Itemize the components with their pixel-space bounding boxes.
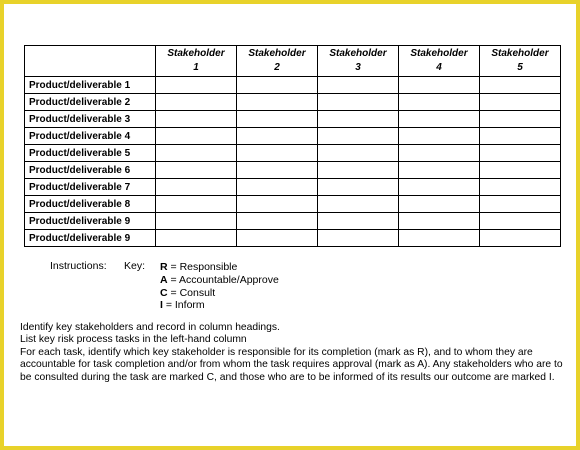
- matrix-cell: [480, 196, 561, 213]
- row-label: Product/deliverable 9: [25, 230, 156, 247]
- table-row: [25, 213, 561, 230]
- matrix-cell: [480, 179, 561, 196]
- row-label: Product/deliverable 5: [25, 145, 156, 162]
- table-row: [25, 111, 561, 128]
- matrix-cell: [318, 213, 399, 230]
- key-item: R = Responsible: [160, 261, 238, 273]
- instruction-line: For each task, identify which key stakeholder is responsible for its completion (mark as R), and to whom they are accountable for task completion and/or from whom the task requires approval (mark as A). Any stakeholders who are to be consulted during the task are marked C, and those who are to be informed of its results our outcome are marked I.: [20, 346, 563, 383]
- matrix-cell: [156, 111, 237, 128]
- matrix-cell: [399, 179, 480, 196]
- matrix-cell: [480, 128, 561, 145]
- table-header-row: [25, 46, 561, 77]
- table-row: [25, 128, 561, 145]
- instructions-label: Instructions:: [50, 260, 107, 272]
- row-label: Product/deliverable 3: [25, 111, 156, 128]
- key-legend: [160, 261, 279, 312]
- matrix-cell: [156, 213, 237, 230]
- matrix-cell: [237, 196, 318, 213]
- matrix-cell: [399, 77, 480, 94]
- matrix-cell: [399, 230, 480, 247]
- table-row: [25, 77, 561, 94]
- stakeholder-header-4: Stakeholder 4: [399, 46, 480, 77]
- instructions-text: [20, 322, 565, 384]
- table-body: [25, 77, 561, 247]
- matrix-cell: [480, 162, 561, 179]
- row-label: Product/deliverable 1: [25, 77, 156, 94]
- matrix-cell: [399, 162, 480, 179]
- matrix-cell: [237, 145, 318, 162]
- matrix-cell: [237, 94, 318, 111]
- matrix-cell: [237, 179, 318, 196]
- matrix-cell: [480, 111, 561, 128]
- matrix-cell: [318, 230, 399, 247]
- instruction-line: Identify key stakeholders and record in column headings.: [20, 322, 280, 333]
- row-label: Product/deliverable 2: [25, 94, 156, 111]
- key-item: A = Accountable/Approve: [160, 273, 279, 286]
- matrix-cell: [480, 230, 561, 247]
- raci-matrix-table: [24, 45, 561, 247]
- table-row: [25, 179, 561, 196]
- table-corner-cell: [25, 46, 156, 77]
- matrix-cell: [318, 162, 399, 179]
- matrix-cell: [399, 196, 480, 213]
- matrix-cell: [399, 94, 480, 111]
- matrix-cell: [237, 230, 318, 247]
- table-row: [25, 230, 561, 247]
- matrix-cell: [318, 111, 399, 128]
- table-row: [25, 94, 561, 111]
- document-page: [4, 4, 576, 446]
- matrix-cell: [237, 111, 318, 128]
- row-label: Product/deliverable 4: [25, 128, 156, 145]
- matrix-cell: [318, 94, 399, 111]
- matrix-cell: [318, 179, 399, 196]
- matrix-cell: [399, 145, 480, 162]
- table-row: [25, 162, 561, 179]
- matrix-cell: [480, 145, 561, 162]
- matrix-cell: [156, 77, 237, 94]
- matrix-cell: [318, 145, 399, 162]
- matrix-cell: [237, 77, 318, 94]
- row-label: Product/deliverable 6: [25, 162, 156, 179]
- stakeholder-header-2: Stakeholder 2: [237, 46, 318, 77]
- key-label: Key:: [124, 260, 146, 272]
- matrix-cell: [156, 230, 237, 247]
- matrix-cell: [399, 128, 480, 145]
- matrix-cell: [237, 162, 318, 179]
- row-label: Product/deliverable 9: [25, 213, 156, 230]
- row-label: Product/deliverable 7: [25, 179, 156, 196]
- matrix-cell: [156, 179, 237, 196]
- instruction-line: List key risk process tasks in the left-hand column: [20, 334, 247, 346]
- matrix-cell: [480, 94, 561, 111]
- row-label: Product/deliverable 8: [25, 196, 156, 213]
- matrix-cell: [318, 196, 399, 213]
- matrix-cell: [480, 213, 561, 230]
- matrix-cell: [237, 213, 318, 230]
- stakeholder-header-1: Stakeholder 1: [156, 46, 237, 77]
- matrix-cell: [156, 145, 237, 162]
- matrix-cell: [156, 162, 237, 179]
- matrix-cell: [480, 77, 561, 94]
- table-row: [25, 196, 561, 213]
- matrix-cell: [156, 94, 237, 111]
- matrix-cell: [318, 77, 399, 94]
- key-item: I = Inform: [160, 299, 205, 312]
- stakeholder-header-5: Stakeholder 5: [480, 46, 561, 77]
- matrix-cell: [156, 128, 237, 145]
- matrix-cell: [156, 196, 237, 213]
- table-row: [25, 145, 561, 162]
- matrix-cell: [399, 213, 480, 230]
- matrix-cell: [399, 111, 480, 128]
- stakeholder-header-3: Stakeholder 3: [318, 46, 399, 77]
- matrix-cell: [318, 128, 399, 145]
- matrix-cell: [237, 128, 318, 145]
- key-item: C = Consult: [160, 286, 216, 299]
